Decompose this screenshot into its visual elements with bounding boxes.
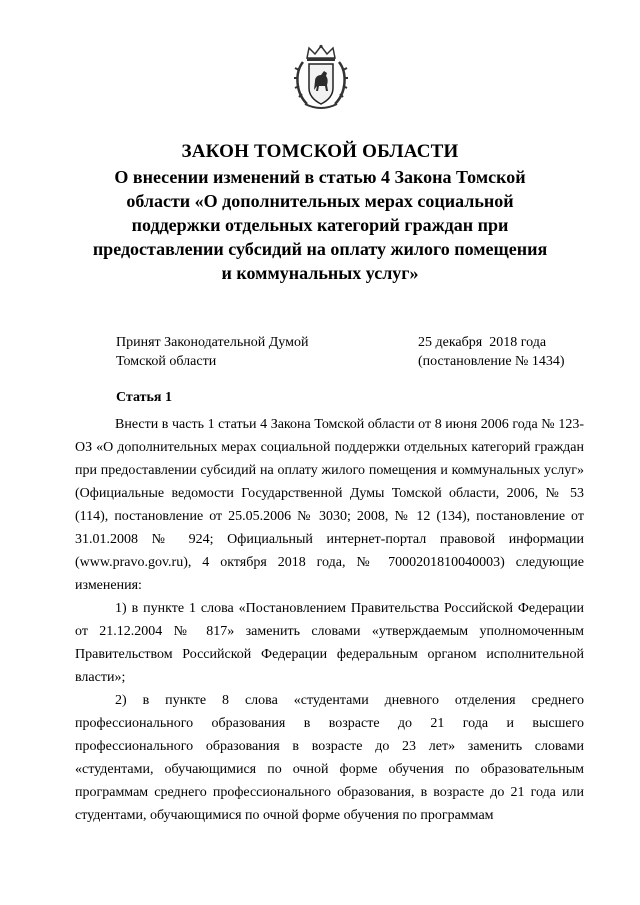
law-title-block: [60, 140, 580, 285]
adoption-date: [418, 333, 588, 371]
coat-of-arms-icon: [293, 44, 349, 114]
subtitle-line: предоставлении субсидий на оплату жилого помещения: [92, 239, 548, 259]
article-paragraph: 2) в пункте 8 слова «студентами дневного отделения среднего профессионального образования в возрасте до 21 года и высшего профессионального образования в возрасте до 23 лет» заменить словами «студентами, обучающимися по очной форме обучения по образовательным программам среднего профессионального образования, в возрасте до 21 года или студентами, обучающимися по очной форме обучения по программам: [75, 693, 584, 823]
adopting-body: [116, 333, 376, 371]
subtitle-line: поддержки отдельных категорий граждан при: [131, 215, 509, 235]
law-subtitle: [60, 165, 580, 285]
adoption-date-line: 25 декабря 2018 года: [418, 335, 547, 350]
law-title: ЗАКОН ТОМСКОЙ ОБЛАСТИ: [181, 141, 459, 162]
subtitle-line: области «О дополнительных мерах социальной: [126, 191, 514, 211]
article-body: [75, 413, 584, 827]
subtitle-line: и коммунальных услуг»: [221, 263, 419, 283]
adopting-body-line: Принят Законодательной Думой: [116, 335, 309, 350]
article-paragraph: Внести в часть 1 статьи 4 Закона Томской области от 8 июня 2006 года № 123-ОЗ «О дополнительных мерах социальной поддержки отдельных категорий граждан при предоставлении субсидий на оплату жилого помещения и коммунальных услуг» (Официальные ведомости Государственной Думы Томской области, 2006, № 53 (114), постановление от 25.05.2006 № 3030; 2008, № 12 (134), постановление от 31.01.2008 № 924; Официальный интернет-портал правовой информации (www.pravo.gov.ru), 4 октября 2018 года, № 7000201810040003) следующие изменения:: [75, 417, 584, 593]
resolution-number: (постановление № 1434): [418, 354, 565, 369]
adopting-body-line: Томской области: [116, 354, 217, 369]
subtitle-line: О внесении изменений в статью 4 Закона Томской: [114, 167, 526, 187]
article-heading: Статья 1: [116, 390, 172, 405]
article-paragraph: 1) в пункте 1 слова «Постановлением Правительства Российской Федерации от 21.12.2004 № 817» заменить словами «утверждаемым уполномоченным Правительством Российской Федерации федеральным органом исполнительной власти»;: [75, 601, 584, 685]
